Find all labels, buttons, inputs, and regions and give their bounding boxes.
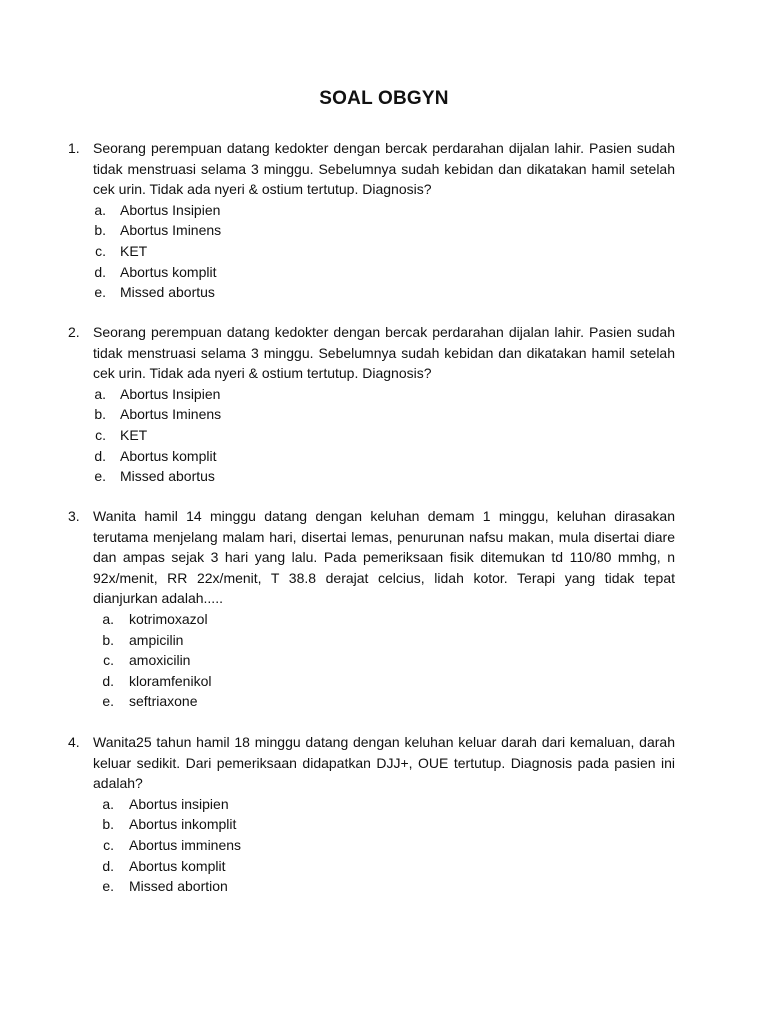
option-letter: c. [103,652,114,669]
option-b [68,220,675,241]
option-a [68,609,675,630]
option-text: Abortus komplit [129,857,226,874]
option-e [68,876,675,897]
option-a [68,794,675,815]
option-b [68,814,675,835]
answer-options [68,794,675,897]
answer-options [68,609,675,712]
option-text: Missed abortion [129,878,228,895]
option-letter: e. [102,878,114,895]
option-letter: a. [94,201,106,218]
option-b [68,630,675,651]
option-text: Abortus Insipien [120,385,221,402]
option-letter: a. [94,385,106,402]
option-text: Abortus Insipien [120,201,221,218]
option-text: ampicilin [129,631,184,648]
option-d [68,856,675,877]
option-text: amoxicilin [129,652,191,669]
option-text: KET [120,426,148,443]
option-letter: b. [94,222,106,239]
option-c [68,241,675,262]
option-letter: a. [102,610,114,627]
option-text: seftriaxone [129,693,198,710]
option-letter: b. [102,816,114,833]
option-letter: a. [102,795,114,812]
question-2 [68,322,675,487]
option-text: Abortus Iminens [120,406,222,423]
option-text: Abortus insipien [129,795,229,812]
option-letter: d. [94,447,106,464]
option-c [68,835,675,856]
option-text: Abortus inkomplit [129,816,237,833]
option-e [68,282,675,303]
option-text: Abortus imminens [129,836,242,853]
option-letter: d. [102,857,114,874]
option-text: kloramfenikol [129,672,212,689]
option-d [68,262,675,283]
option-letter: e. [94,284,106,301]
question-number: 2. [68,324,80,340]
question-number: 3. [68,508,80,524]
option-text: kotrimoxazol [129,610,208,627]
option-a [68,384,675,405]
question-number: 4. [68,734,80,750]
option-c [68,425,675,446]
option-letter: c. [95,426,106,443]
question-text: Seorang perempuan datang kedokter dengan bercak perdarahan dijalan lahir. Pasien sudah tidak menstruasi selama 3 minggu. Sebelumnya sudah kebidan dan dikatakan hamil setelah cek urin. Tidak ada nyeri & ostium tertutup. Diagnosis? [93,324,675,382]
option-text: Abortus komplit [120,447,217,464]
option-letter: e. [102,693,114,710]
question-4 [68,732,675,897]
question-text: Seorang perempuan datang kedokter dengan bercak perdarahan dijalan lahir. Pasien sudah tidak menstruasi selama 3 minggu. Sebelumnya sudah kebidan dan dikatakan hamil setelah cek urin. Tidak ada nyeri & ostium tertutup. Diagnosis? [93,140,675,198]
question-text: Wanita25 tahun hamil 18 minggu datang dengan keluhan keluar darah dari kemaluan, darah keluar sedikit. Dari pemeriksaan didapatkan DJJ+, OUE tertutup. Diagnosis pada pasien ini adalah? [93,734,675,792]
option-c [68,650,675,671]
option-letter: b. [102,631,114,648]
question-text: Wanita hamil 14 minggu datang dengan keluhan demam 1 minggu, keluhan dirasakan terutama menjelang malam hari, disertai lemas, penurunan nafsu makan, mula disertai diare dan ampas sejak 3 hari yang lalu. Pada pemeriksaan fisik ditemukan td 110/80 mmhg, n 92x/menit, RR 22x/menit, T 38.8 derajat celcius, lidah kotor. Terapi yang tidak tepat dianjurkan adalah..... [93,508,675,607]
option-d [68,671,675,692]
option-text: KET [120,242,148,259]
option-text: Missed abortus [120,468,215,485]
option-d [68,446,675,467]
answer-options [68,384,675,487]
option-a [68,200,675,221]
question-number: 1. [68,140,80,156]
page-title: SOAL OBGYN [319,88,449,109]
option-letter: b. [94,406,106,423]
question-3 [68,506,675,712]
option-letter: c. [95,242,106,259]
option-b [68,404,675,425]
option-text: Abortus komplit [120,263,217,280]
option-letter: d. [102,672,114,689]
option-letter: e. [94,468,106,485]
option-text: Abortus Iminens [120,222,222,239]
option-text: Missed abortus [120,284,215,301]
option-letter: d. [94,263,106,280]
option-letter: c. [103,836,114,853]
question-1 [68,138,675,303]
option-e [68,466,675,487]
option-e [68,691,675,712]
answer-options [68,200,675,303]
